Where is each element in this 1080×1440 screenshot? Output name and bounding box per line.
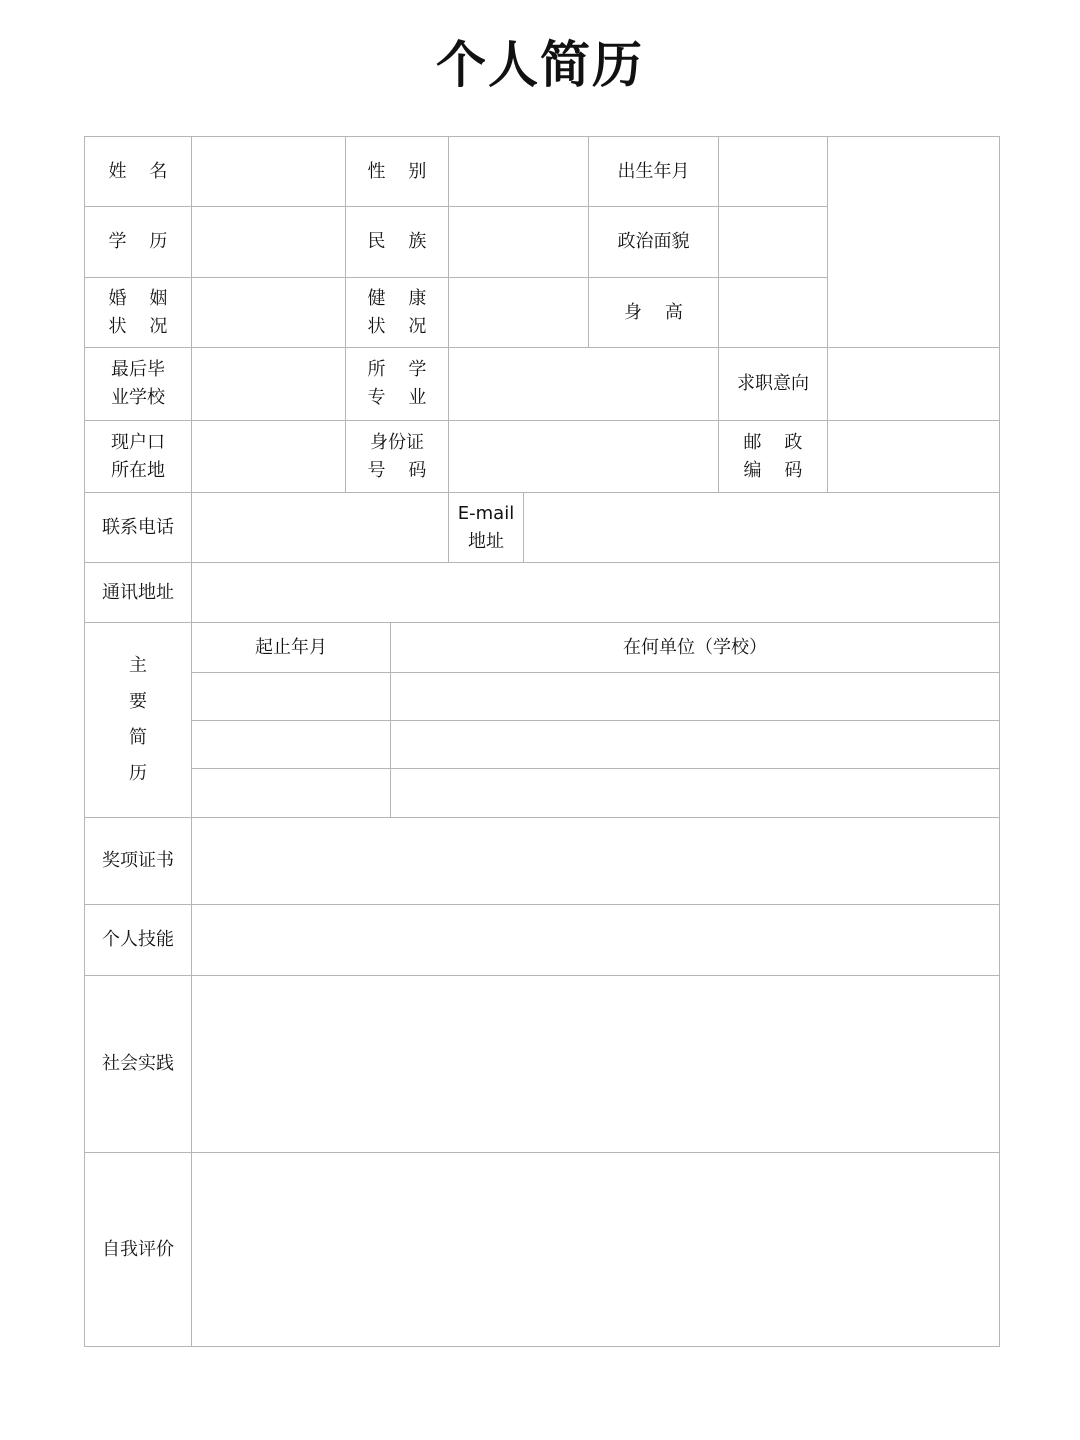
awards-field[interactable]	[191, 817, 1000, 905]
political-field[interactable]	[718, 206, 828, 278]
resume-unit-field[interactable]	[390, 672, 1000, 721]
postcode-label: 邮 政 编 码	[718, 420, 828, 493]
resume-unit-header: 在何单位（学校）	[390, 622, 1000, 673]
postcode-field[interactable]	[827, 420, 1000, 493]
ethnicity-label: 民 族	[345, 206, 449, 278]
resume-label	[84, 622, 192, 818]
awards-label: 奖项证书	[84, 817, 192, 905]
skills-label: 个人技能	[84, 904, 192, 976]
marital-label: 婚 姻 状 况	[84, 277, 192, 348]
address-label: 通讯地址	[84, 562, 192, 623]
health-label: 健 康 状 况	[345, 277, 449, 348]
gender-field[interactable]	[448, 136, 589, 207]
address-field[interactable]	[191, 562, 1000, 623]
residence-label: 现户口 所在地	[84, 420, 192, 493]
intention-field[interactable]	[827, 347, 1000, 421]
resume-unit-field[interactable]	[390, 768, 1000, 818]
birth-label: 出生年月	[588, 136, 719, 207]
name-label: 姓 名	[84, 136, 192, 207]
email-field[interactable]	[523, 492, 1000, 563]
height-field[interactable]	[718, 277, 828, 348]
resume-label-char: 要	[129, 691, 147, 712]
resume-period-field[interactable]	[191, 768, 391, 818]
education-label: 学 历	[84, 206, 192, 278]
phone-field[interactable]	[191, 492, 449, 563]
resume-label-char: 主	[129, 655, 147, 676]
page-title: 个人简历	[436, 36, 644, 94]
photo-area[interactable]	[827, 136, 1000, 348]
self-eval-field[interactable]	[191, 1152, 1000, 1347]
skills-field[interactable]	[191, 904, 1000, 976]
major-field[interactable]	[448, 347, 719, 421]
practice-label: 社会实践	[84, 975, 192, 1153]
health-field[interactable]	[448, 277, 589, 348]
resume-period-field[interactable]	[191, 672, 391, 721]
resume-period-field[interactable]	[191, 720, 391, 769]
height-label: 身 高	[588, 277, 719, 348]
education-field[interactable]	[191, 206, 346, 278]
major-label: 所 学 专 业	[345, 347, 449, 421]
gender-label: 性 别	[345, 136, 449, 207]
marital-field[interactable]	[191, 277, 346, 348]
school-field[interactable]	[191, 347, 346, 421]
ethnicity-field[interactable]	[448, 206, 589, 278]
phone-label: 联系电话	[84, 492, 192, 563]
political-label: 政治面貌	[588, 206, 719, 278]
name-field[interactable]	[191, 136, 346, 207]
birth-field[interactable]	[718, 136, 828, 207]
practice-field[interactable]	[191, 975, 1000, 1153]
school-label: 最后毕 业学校	[84, 347, 192, 421]
email-label: E-mail 地址	[448, 492, 524, 563]
id-number-label: 身份证 号 码	[345, 420, 449, 493]
residence-field[interactable]	[191, 420, 346, 493]
self-eval-label: 自我评价	[84, 1152, 192, 1347]
resume-label-char: 简	[129, 727, 147, 748]
resume-label-char: 历	[129, 763, 147, 784]
id-number-field[interactable]	[448, 420, 719, 493]
resume-unit-field[interactable]	[390, 720, 1000, 769]
resume-period-header: 起止年月	[191, 622, 391, 673]
intention-label: 求职意向	[718, 347, 828, 421]
